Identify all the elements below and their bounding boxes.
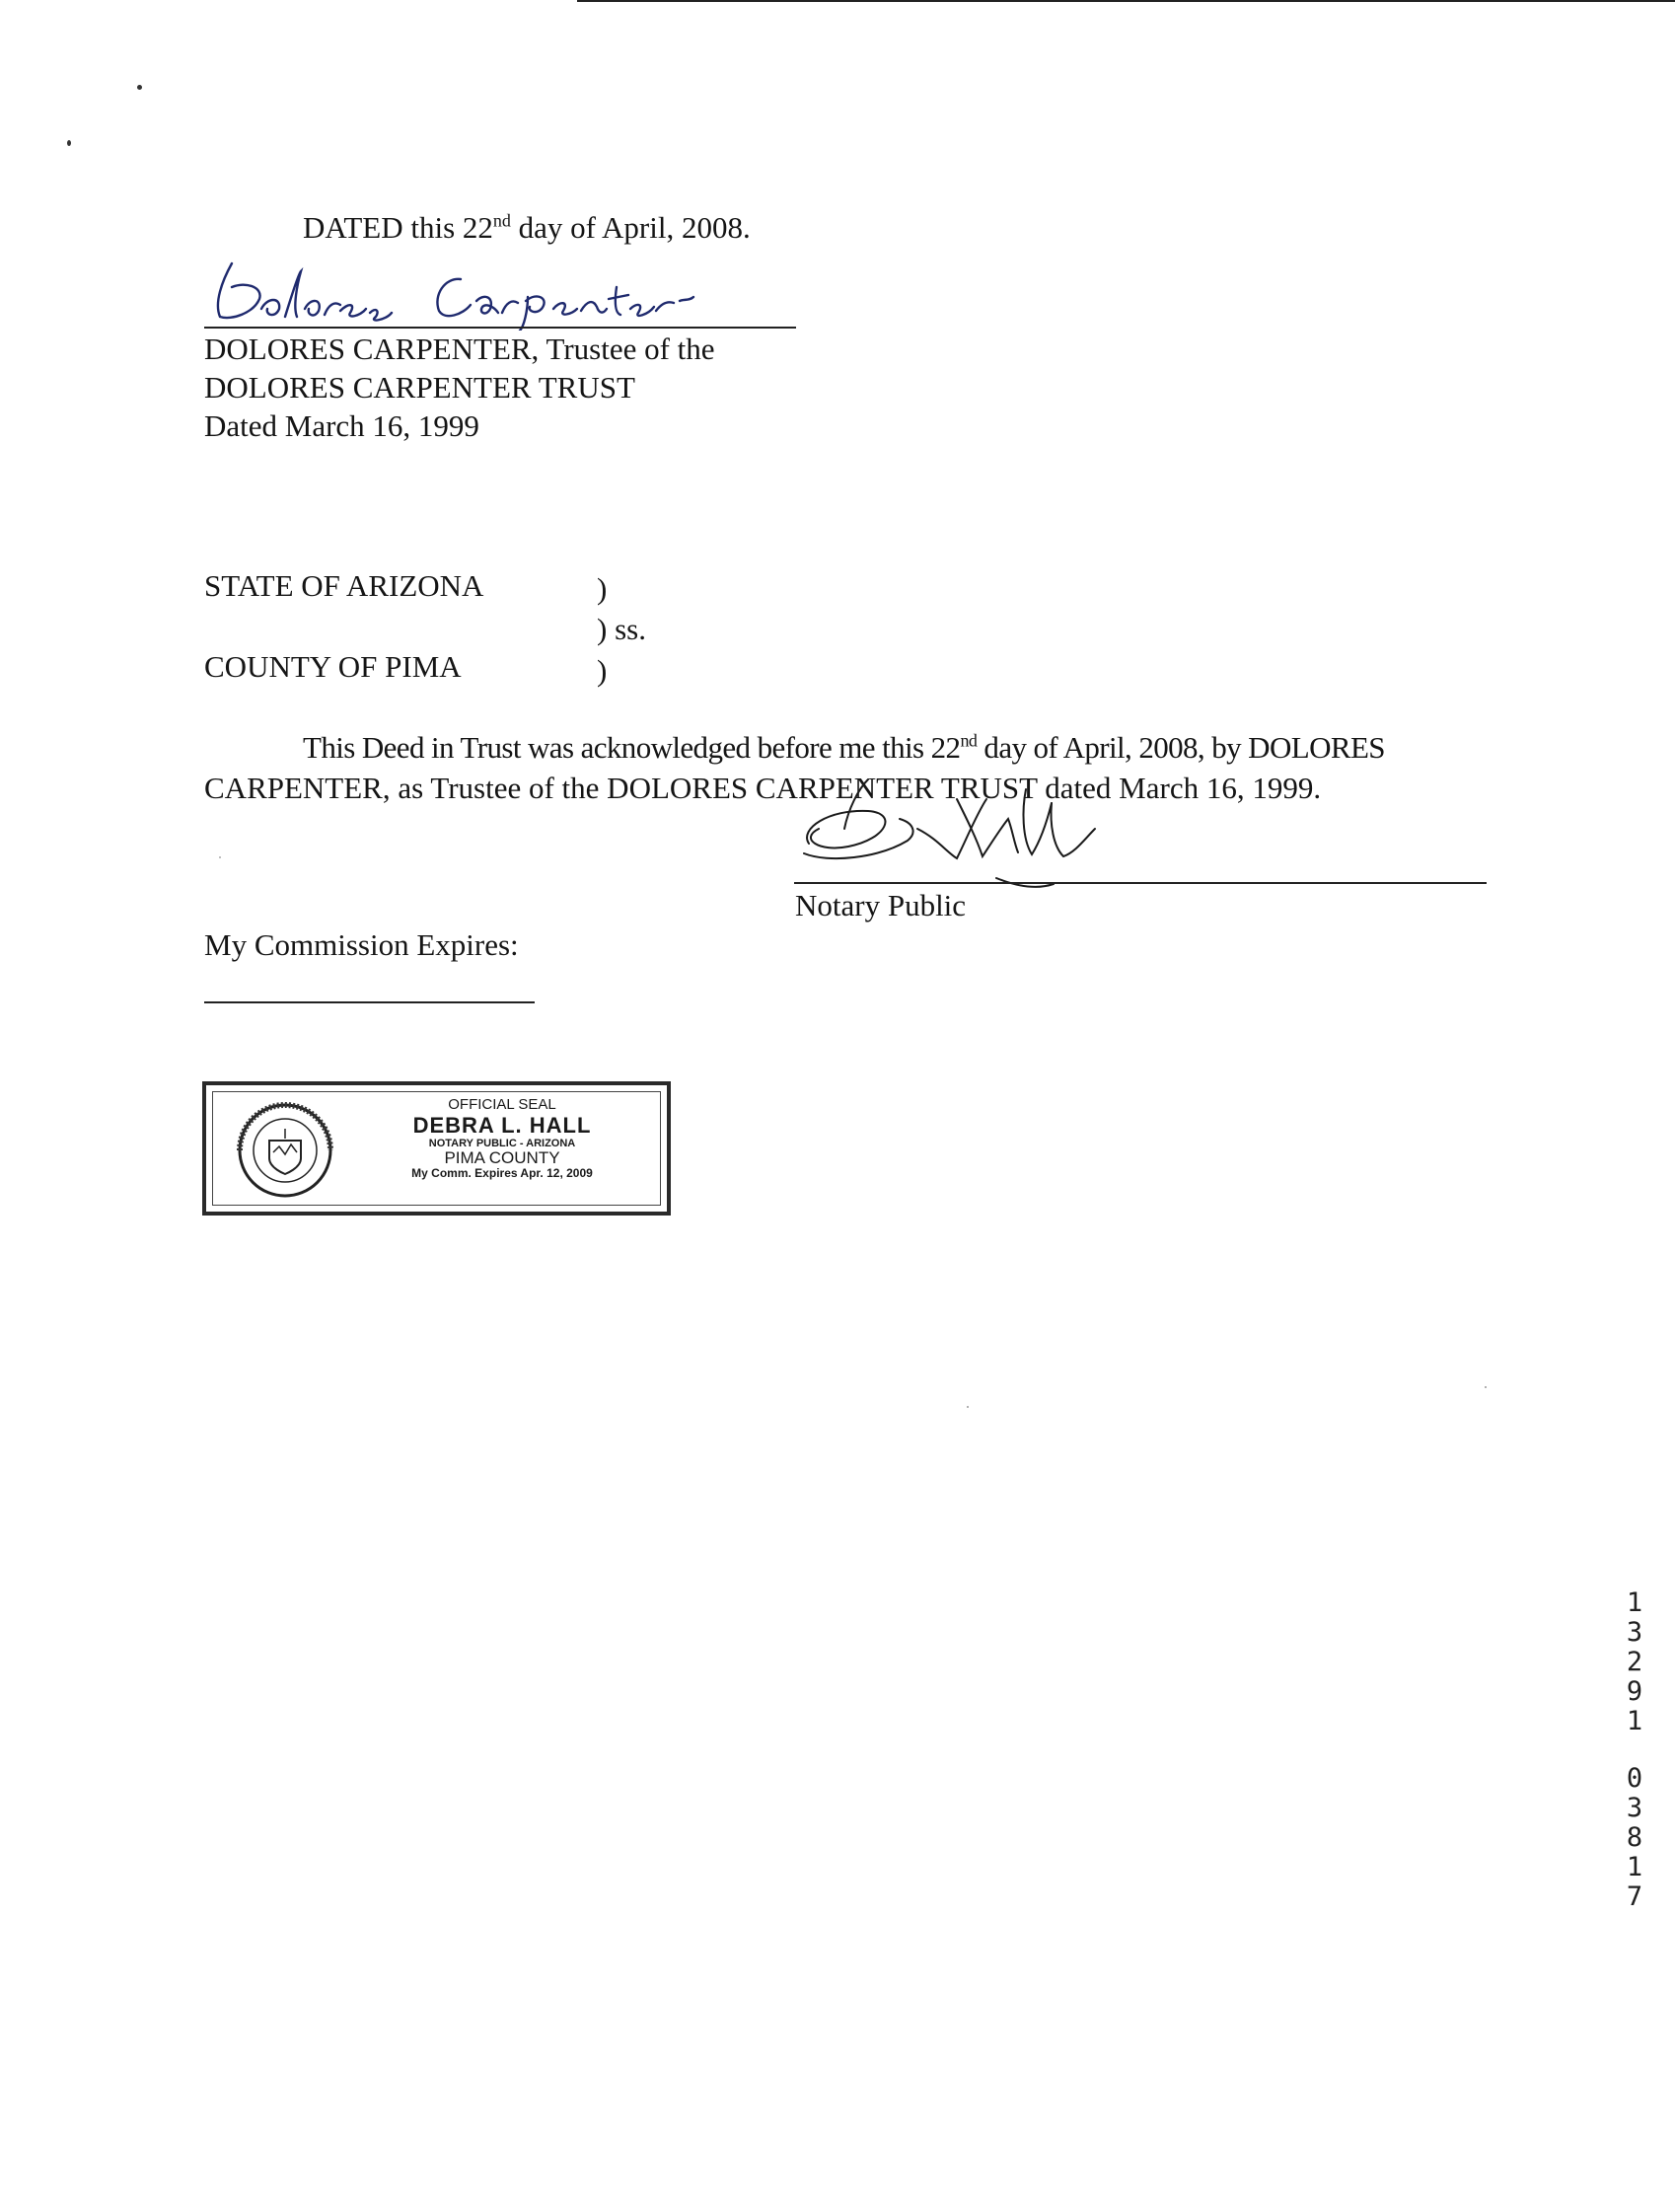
margin-digit: 7 (1626, 1881, 1643, 1912)
signer-line-3: Dated March 16, 1999 (204, 408, 479, 443)
margin-digit: 0 (1626, 1763, 1643, 1794)
signer-line-1: DOLORES CARPENTER, Trustee of the (204, 332, 715, 366)
notary-label: Notary Public (795, 888, 967, 922)
acknowledgment-line-2: CARPENTER, as Trustee of the DOLORES CARPENTER TRUST dated March 16, 1999. (204, 771, 1322, 805)
margin-recording-number (1623, 1588, 1646, 1912)
ack-ordinal: nd (960, 730, 978, 751)
notary-signature-line (794, 882, 1487, 884)
margin-digit: 3 (1626, 1617, 1643, 1648)
seal-line-5: My Comm. Expires Apr. 12, 2009 (411, 1166, 593, 1181)
ack-suffix: day of April, 2008, by DOLORES (977, 730, 1385, 765)
margin-digit: 1 (1626, 1706, 1643, 1736)
seal-text-block (374, 1097, 630, 1181)
venue-paren-top: ) (597, 571, 608, 606)
margin-digit: 3 (1626, 1793, 1643, 1823)
margin-digit: 1 (1626, 1852, 1643, 1882)
commission-blank-line (204, 1001, 535, 1003)
scan-edge-line (577, 0, 1675, 2)
seal-line-1: OFFICIAL SEAL (448, 1096, 556, 1113)
dated-suffix: day of April, 2008. (510, 210, 751, 245)
dated-ordinal: nd (492, 210, 511, 231)
scan-speck (137, 85, 142, 90)
trustee-signature (202, 252, 695, 331)
seal-line-3: NOTARY PUBLIC - ARIZONA (428, 1137, 576, 1149)
commission-label: My Commission Expires: (204, 927, 519, 962)
venue-paren-ss: ) ss. (597, 612, 646, 646)
margin-digit (1623, 1736, 1646, 1764)
margin-digit: 2 (1626, 1647, 1643, 1677)
signer-line-2: DOLORES CARPENTER TRUST (204, 370, 635, 405)
venue-state: STATE OF ARIZONA (204, 568, 484, 603)
arizona-state-seal-emblem (236, 1101, 334, 1200)
margin-digit: 1 (1626, 1587, 1643, 1618)
ack-prefix: This Deed in Trust was acknowledged before me this 22 (303, 730, 961, 765)
scan-speck (967, 1406, 969, 1408)
official-seal-stamp (202, 1081, 671, 1216)
scan-speck (67, 140, 71, 146)
margin-digit: 8 (1626, 1822, 1643, 1853)
seal-line-2: DEBRA L. HALL (412, 1112, 592, 1138)
scan-speck (219, 856, 221, 858)
scan-speck (1485, 1386, 1487, 1388)
dated-line (303, 210, 751, 246)
acknowledgment-line-1 (303, 730, 1385, 766)
dated-prefix: DATED this 22 (303, 210, 493, 245)
venue-paren-bottom: ) (597, 653, 608, 688)
trustee-signature-line (204, 327, 796, 329)
venue-county: COUNTY OF PIMA (204, 649, 462, 684)
margin-digit: 9 (1626, 1676, 1643, 1707)
seal-line-4: PIMA COUNTY (444, 1147, 560, 1167)
